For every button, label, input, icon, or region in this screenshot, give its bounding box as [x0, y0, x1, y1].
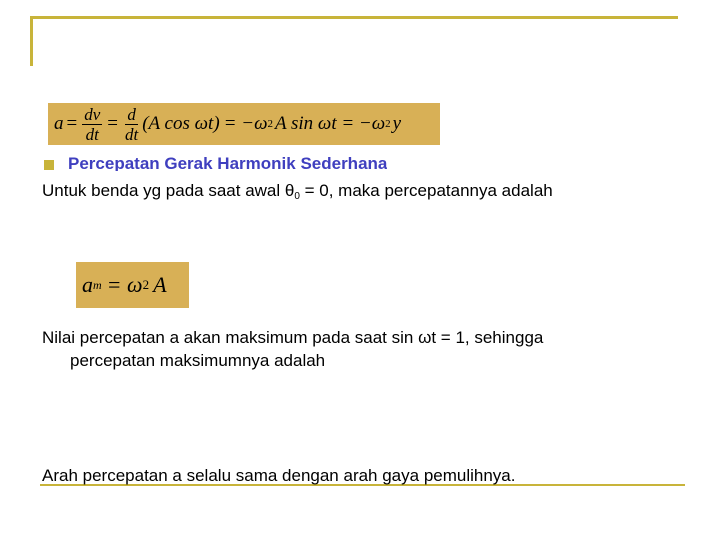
slide-heading: Percepatan Gerak Harmonik Sederhana — [68, 154, 388, 171]
text-line-1-after: = 0, maka percepatannya adalah — [299, 181, 553, 200]
max-formula-A: A — [153, 272, 167, 297]
formula-y: y — [392, 113, 402, 134]
formula-exponent-1: 2 — [267, 118, 273, 130]
max-formula-exponent: 2 — [142, 277, 150, 292]
fraction-dv-dt-numerator: dv — [84, 104, 101, 124]
text-line-4: Arah percepatan a selalu sama dengan arah gaya pemulihnya. — [42, 466, 516, 485]
max-acceleration-formula — [76, 262, 189, 308]
text-line-2: Nilai percepatan a akan maksimum pada saat sin ωt = 1, sehingga — [42, 328, 544, 347]
bullet-square-icon — [44, 160, 54, 170]
fraction-dv-dt — [82, 106, 102, 143]
frame-left-line — [30, 16, 33, 66]
formula-sine-term: A sin ωt = −ω — [274, 113, 386, 134]
fraction-d-dt-numerator: d — [127, 104, 136, 124]
text-line-1 — [42, 181, 553, 202]
text-line-3: percepatan maksimumnya adalah — [70, 351, 326, 370]
formula-omega-term: = −ω — [223, 113, 268, 134]
formula-a: a — [54, 113, 64, 134]
formula-equals-2: = — [107, 113, 118, 134]
fraction-d-dt — [123, 106, 140, 143]
frame-top-line — [30, 16, 678, 19]
text-line-1-subscript: 0 — [294, 191, 300, 202]
fraction-dv-dt-denominator: dt — [85, 124, 99, 144]
acceleration-formula — [48, 103, 440, 145]
max-formula-omega: = ω — [106, 272, 143, 297]
formula-equals-1: = — [66, 113, 78, 134]
max-formula-a: a — [82, 272, 93, 297]
formula-exponent-2: 2 — [385, 118, 391, 130]
fraction-d-dt-denominator: dt — [124, 124, 139, 144]
text-line-1-before: Untuk benda yg pada saat awal θ — [42, 181, 295, 200]
formula-paren-term: (A cos ωt) — [142, 113, 220, 134]
max-formula-subscript: m — [93, 277, 102, 292]
